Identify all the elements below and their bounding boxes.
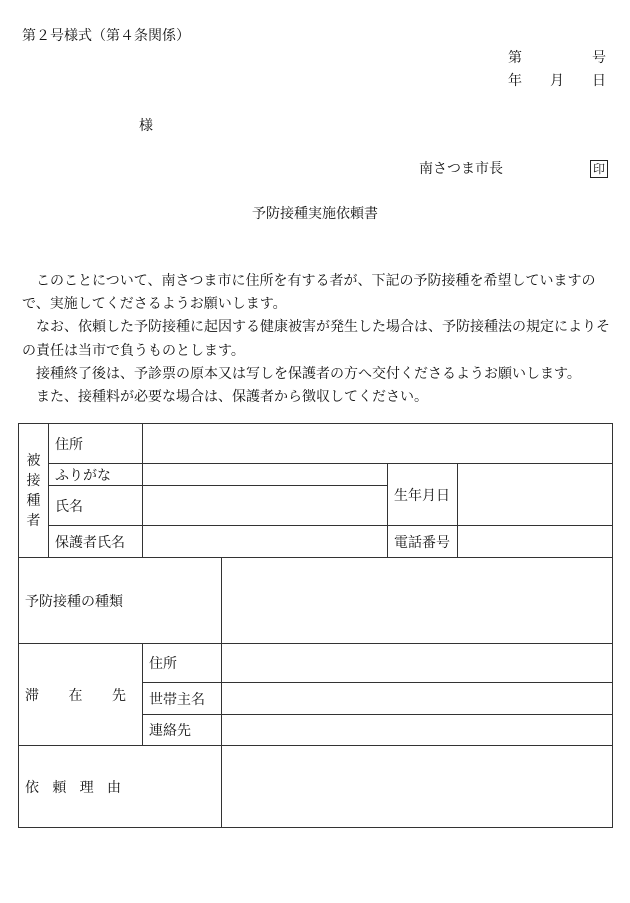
body-paragraph: 接種終了後は、予診票の原本又は写しを保護者の方へ交付くださるようお願いします。 bbox=[36, 365, 581, 382]
guardian-name-field[interactable] bbox=[143, 526, 388, 558]
phone-label: 電話番号 bbox=[388, 526, 458, 558]
name-field[interactable] bbox=[143, 486, 388, 526]
contact-label: 連絡先 bbox=[143, 715, 222, 746]
request-reason-field[interactable] bbox=[222, 746, 613, 828]
request-reason-label: 依 頼 理 由 bbox=[19, 746, 222, 828]
stay-location-header: 滞 在 先 bbox=[19, 644, 143, 746]
stay-address-field[interactable] bbox=[222, 644, 613, 683]
body-paragraph: なお、依頼した予防接種に起因する健康被害が発生した場合は、予防接種法の規定によりその責任は当市で負うものとします。 bbox=[22, 319, 610, 359]
stay-address-label: 住所 bbox=[143, 644, 222, 683]
address-label: 住所 bbox=[49, 424, 143, 464]
document-title: 予防接種実施依頼書 bbox=[252, 206, 378, 222]
form-number: 第２号様式（第４条関係） bbox=[22, 28, 190, 44]
address-field[interactable] bbox=[143, 424, 613, 464]
addressee-suffix: 様 bbox=[139, 118, 153, 134]
vaccine-type-field[interactable] bbox=[222, 558, 613, 644]
date-year-label: 年 bbox=[508, 73, 522, 89]
body-text bbox=[22, 270, 610, 409]
name-label: 氏名 bbox=[49, 486, 143, 526]
birthdate-label: 生年月日 bbox=[388, 464, 458, 526]
phone-field[interactable] bbox=[458, 526, 613, 558]
request-form-table bbox=[18, 423, 613, 828]
guardian-name-label: 保護者氏名 bbox=[49, 526, 143, 558]
document-number-prefix: 第 bbox=[508, 50, 522, 66]
body-paragraph: また、接種料が必要な場合は、保護者から徴収してください。 bbox=[36, 389, 428, 406]
date-day-label: 日 bbox=[592, 73, 606, 89]
householder-label: 世帯主名 bbox=[143, 683, 222, 715]
contact-field[interactable] bbox=[222, 715, 613, 746]
furigana-label: ふりがな bbox=[49, 464, 143, 486]
document-number-suffix: 号 bbox=[592, 50, 606, 66]
birthdate-field[interactable] bbox=[458, 464, 613, 526]
date-month-label: 月 bbox=[550, 73, 564, 89]
vaccinee-header: 被 接 種 者 bbox=[19, 424, 49, 558]
issuer-name: 南さつま市長 bbox=[419, 161, 503, 177]
vaccine-type-label: 予防接種の種類 bbox=[19, 558, 222, 644]
body-paragraph: このことについて、南さつま市に住所を有する者が、下記の予防接種を希望していますので、実施してくださるようお願いします。 bbox=[22, 273, 596, 313]
householder-field[interactable] bbox=[222, 683, 613, 715]
seal-stamp: 印 bbox=[590, 160, 608, 178]
furigana-field[interactable] bbox=[143, 464, 388, 486]
